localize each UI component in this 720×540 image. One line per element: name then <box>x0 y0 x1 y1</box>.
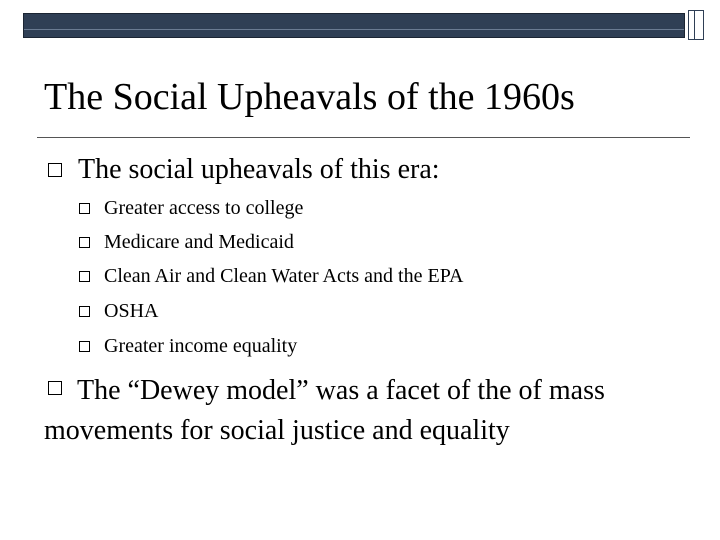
corner-ornament <box>688 10 704 40</box>
hollow-square-icon <box>79 203 90 214</box>
hollow-square-icon <box>79 306 90 317</box>
bullet-text: The social upheavals of this era: <box>78 154 440 185</box>
hollow-square-icon <box>79 237 90 248</box>
header-band <box>23 13 685 38</box>
slide-title: The Social Upheavals of the 1960s <box>44 76 575 118</box>
sub-bullet-text: Medicare and Medicaid <box>104 231 294 253</box>
sub-bullet-text: OSHA <box>104 300 159 322</box>
sub-bullet-text: Greater income equality <box>104 335 298 357</box>
sub-bullet-text: Clean Air and Clean Water Acts and the EPA <box>104 265 464 287</box>
sub-bullet-text: Greater access to college <box>104 197 304 219</box>
title-divider <box>37 137 690 138</box>
hollow-square-icon <box>79 341 90 352</box>
hollow-square-icon <box>48 163 62 177</box>
hollow-square-icon <box>79 271 90 282</box>
header-band-line <box>24 29 684 30</box>
bullet-text: The “Dewey model” was a facet of the of mass movements for social justice and equality <box>44 375 605 446</box>
